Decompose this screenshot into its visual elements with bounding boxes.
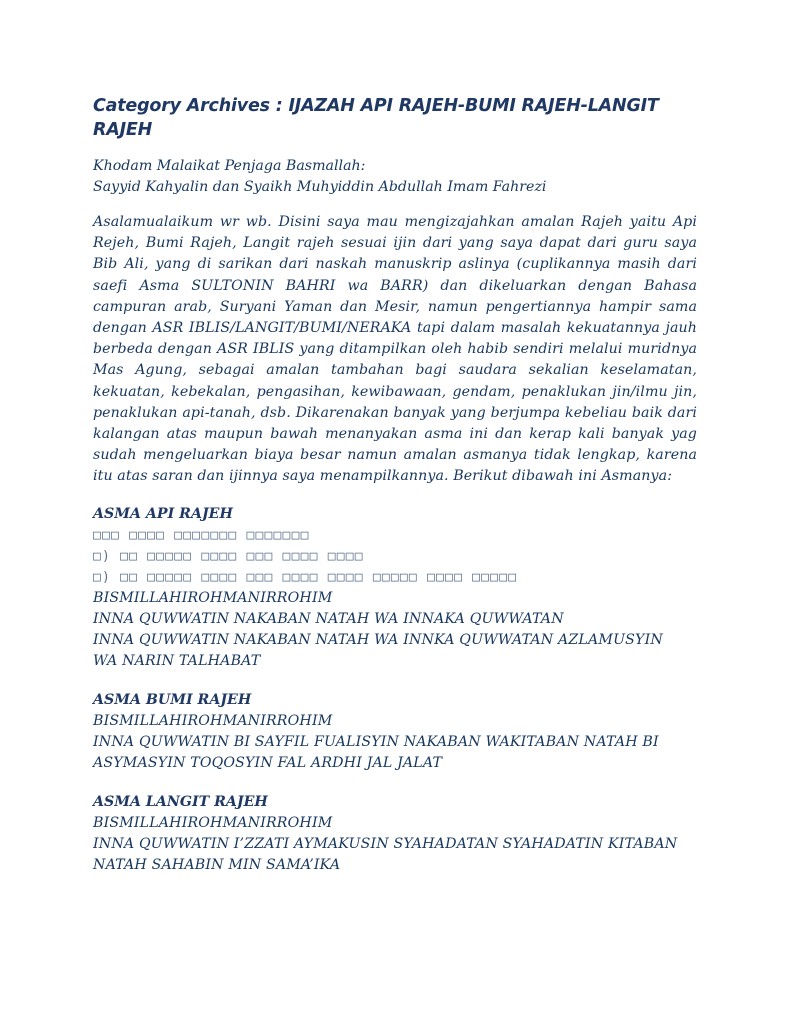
intro-line-names: Sayyid Kahyalin dan Syaikh Muhyiddin Abdullah Imam Fahrezi: [93, 179, 547, 195]
body-paragraph: Asalamualaikum wr wb. Disini saya mau mengizajahkan amalan Rajeh yaitu Api Rejeh, Bumi Rajeh, Langit rajeh sesuai ijin dari yang saya dapat dari guru saya Bib Ali, yang di sarikan dari naskah manuskrip aslinya (cuplikannya masih dari saefi Asma SULTONIN BAHRI wa BARR) dan dikeluarkan dengan Bahasa campuran arab, Suryani Yaman dan Mesir, namun pengertiannya hampir sama dengan ASR IBLIS/LANGIT/BUMI/NERAKA tapi dalam masalah kekuatannya jauh berbeda dengan ASR IBLIS yang ditampilkan oleh habib sendiri melalui muridnya Mas Agung, sebagai amalan tambahan bagi saudara sekalian keselamatan, kekuatan, kebekalan, pengasihan, kewibawaan, gendam, penaklukan jin/ilmu jin, penaklukan api-tanah, dsb. Dikarenakan banyak yang berjumpa kebeliau baik dari kalangan atas maupun bawah menanyakan asma ini dan kerap kali banyak yag sudah mengeluarkan biaya besar namun amalan asmanya tidak lengkap, karena itu atas saran dan ijinnya saya menampilkannya. Berikut dibawah ini Asmanya:: [93, 214, 697, 485]
section-langit-rajeh: [93, 792, 697, 876]
missing-glyph-line: □□□ □□□□ □□□□□□□ □□□□□□□: [93, 527, 310, 543]
asma-line: INNA QUWWATIN I’ZZATI AYMAKUSIN SYAHADATAN SYAHADATIN KITABAN: [93, 835, 678, 852]
asma-line: WA NARIN TALHABAT: [93, 652, 261, 669]
asma-line: BISMILLAHIROHMANIRROHIM: [93, 814, 333, 831]
asma-line: BISMILLAHIROHMANIRROHIM: [93, 712, 333, 729]
section-heading-api-rajeh: ASMA API RAJEH: [93, 505, 233, 522]
asma-line: NATAH SAHABIN MIN SAMA’IKA: [93, 856, 341, 873]
missing-glyph-line: □) □□ □□□□□ □□□□ □□□ □□□□ □□□□ □□□□□ □□□□ □□□□□: [93, 569, 518, 585]
document-page: [93, 94, 697, 894]
section-heading-bumi-rajeh: ASMA BUMI RAJEH: [93, 691, 252, 708]
asma-line: INNA QUWWATIN NAKABAN NATAH WA INNKA QUWWATAN AZLAMUSYIN: [93, 631, 663, 648]
section-bumi-rajeh: [93, 690, 697, 774]
intro-block: [93, 156, 697, 198]
asma-line: INNA QUWWATIN NAKABAN NATAH WA INNAKA QUWWATAN: [93, 610, 564, 627]
section-heading-langit-rajeh: ASMA LANGIT RAJEH: [93, 793, 268, 810]
section-api-rajeh: [93, 504, 697, 672]
asma-line: BISMILLAHIROHMANIRROHIM: [93, 589, 333, 606]
page-title: Category Archives : IJAZAH API RAJEH-BUMI RAJEH-LANGIT RAJEH: [93, 96, 659, 140]
missing-glyph-line: □) □□ □□□□□ □□□□ □□□ □□□□ □□□□: [93, 548, 364, 564]
asma-line: INNA QUWWATIN BI SAYFIL FUALISYIN NAKABAN WAKITABAN NATAH BI: [93, 733, 659, 750]
intro-line-khodam: Khodam Malaikat Penjaga Basmallah:: [93, 158, 366, 174]
asma-line: ASYMASYIN TOQOSYIN FAL ARDHI JAL JALAT: [93, 754, 443, 771]
